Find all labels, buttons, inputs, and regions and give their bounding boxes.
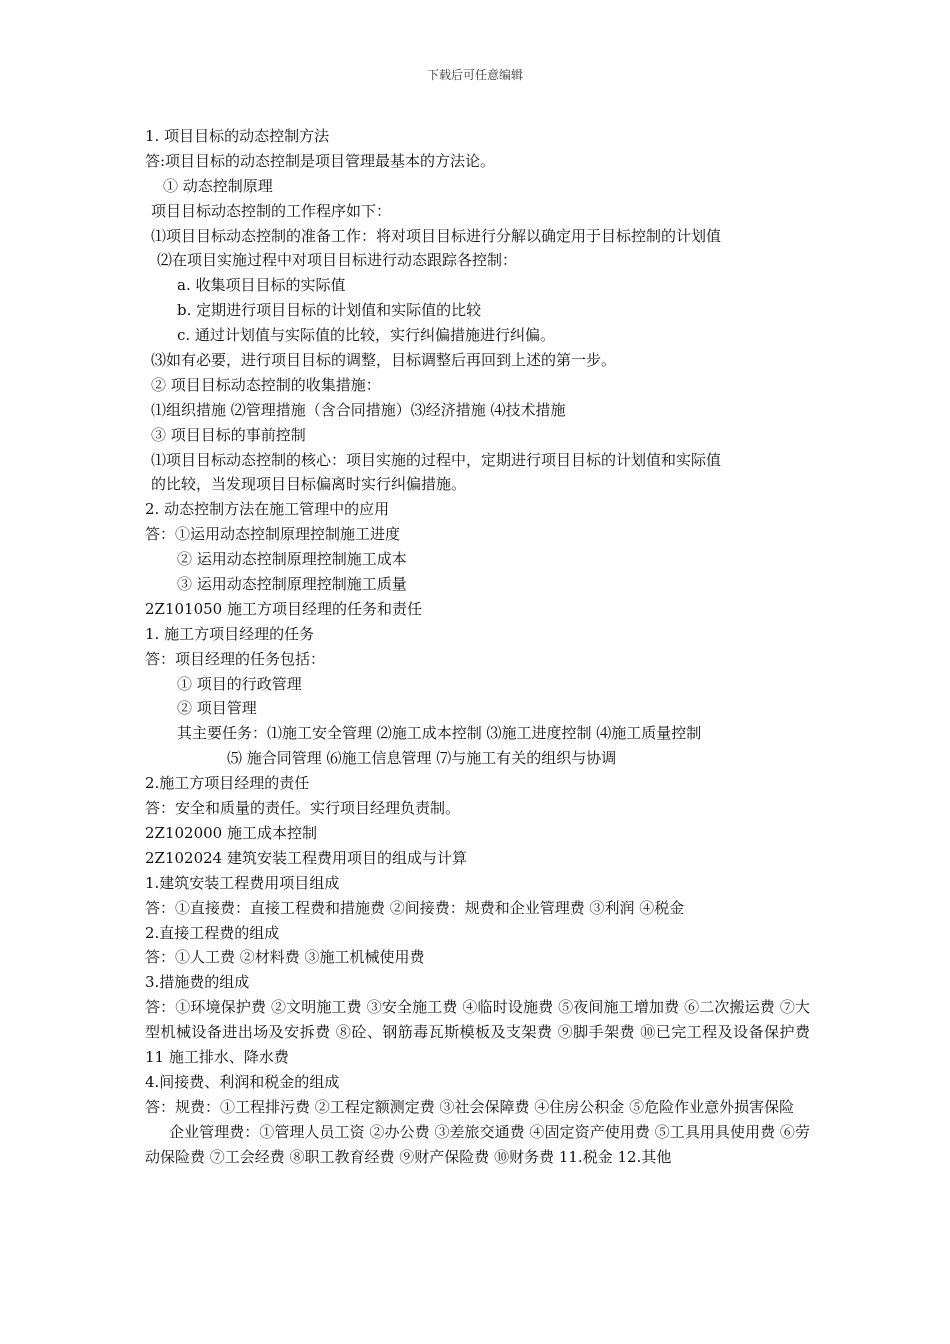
- list-item: c. 通过计划值与实际值的比较，实行纠偏措施进行纠偏。: [177, 326, 555, 345]
- heading-4: 4.间接费、利润和税金的组成: [145, 1072, 340, 1091]
- heading-1: 1.建筑安装工程费用项目组成: [145, 873, 340, 892]
- list-item: a. 收集项目目标的实际值: [177, 276, 346, 295]
- text-line: ⑴项目目标动态控制的核心：项目实施的过程中，定期进行项目目标的计划值和实际值: [151, 450, 722, 469]
- list-item: b. 定期进行项目目标的计划值和实际值的比较: [177, 301, 482, 320]
- answer-line: 答：①运用动态控制原理控制施工进度: [145, 525, 401, 544]
- page-header: 下载后可任意编辑: [426, 68, 523, 82]
- answer-paragraph: 答：规费：①工程排污费 ②工程定额测定费 ③社会保障费 ④住房公积金 ⑤危险作业意外损害保险: [145, 1097, 795, 1116]
- section-heading: 2Z102024 建筑安装工程费用项目的组成与计算: [145, 848, 467, 867]
- subheading: ① 动态控制原理: [163, 176, 273, 195]
- text-paragraph: 企业管理费：①管理人员工资 ②办公费 ③差旅交通费 ④固定资产使用费 ⑤工具用具使用费 ⑥劳动保险费 ⑦工会经费 ⑧职工教育经费 ⑨财产保险费 ⑩财务费 11.税金 12.其他: [145, 1122, 810, 1166]
- text-line: ⑵在项目实施过程中对项目目标进行动态跟踪各控制：: [157, 251, 518, 270]
- text-line: 的比较，当发现项目目标偏离时实行纠偏措施。: [151, 475, 467, 494]
- text-line: ⑸ 施合同管理 ⑹施工信息管理 ⑺与施工有关的组织与协调: [227, 749, 617, 768]
- heading-2: 2. 动态控制方法在施工管理中的应用: [145, 500, 390, 519]
- answer-line: 答：①直接费：直接工程费和措施费 ②间接费：规费和企业管理费 ③利润 ④税金: [145, 898, 685, 917]
- answer-line: 答：项目经理的任务包括：: [145, 649, 326, 668]
- text-line: 其主要任务：⑴施工安全管理 ⑵施工成本控制 ⑶施工进度控制 ⑷施工质量控制: [177, 724, 702, 743]
- section-heading: 2Z102000 施工成本控制: [145, 823, 317, 842]
- answer-line: 答:项目目标的动态控制是项目管理最基本的方法论。: [145, 151, 496, 170]
- answer-line: 答：①人工费 ②材料费 ③施工机械使用费: [145, 948, 425, 967]
- heading-2: 2.施工方项目经理的责任: [145, 774, 310, 793]
- text-line: ⑴项目目标动态控制的准备工作：将对项目目标进行分解以确定用于目标控制的计划值: [151, 226, 722, 245]
- list-item: ② 项目管理: [177, 699, 257, 718]
- text-line: 项目目标动态控制的工作程序如下：: [151, 201, 392, 220]
- list-item: ③ 运用动态控制原理控制施工质量: [177, 575, 407, 594]
- text-line: ⑴组织措施 ⑵管理措施（含合同措施）⑶经济措施 ⑷技术措施: [151, 400, 566, 419]
- subheading: ② 项目目标动态控制的收集措施：: [151, 375, 381, 394]
- heading-1: 1. 施工方项目经理的任务: [145, 624, 315, 643]
- answer-paragraph: 答：①环境保护费 ②文明施工费 ③安全施工费 ④临时设施费 ⑤夜间施工增加费 ⑥二次搬运费 ⑦大型机械设备进出场及安拆费 ⑧砼、钢筋毒瓦斯模板及支架费 ⑨脚手架费 ⑩已完工程及设备保护费 11 施工排水、降水费: [145, 998, 810, 1066]
- answer-line: 答：安全和质量的责任。实行项目经理负责制。: [145, 799, 461, 818]
- section-heading: 2Z101050 施工方项目经理的任务和责任: [145, 599, 422, 618]
- heading-3: 3.措施费的组成: [145, 973, 250, 992]
- heading-1: 1. 项目目标的动态控制方法: [145, 127, 330, 145]
- document-body: [145, 124, 810, 1170]
- list-item: ① 项目的行政管理: [177, 674, 302, 693]
- subheading: ③ 项目目标的事前控制: [151, 425, 306, 444]
- list-item: ② 运用动态控制原理控制施工成本: [177, 550, 407, 569]
- text-line: ⑶如有必要，进行项目目标的调整，目标调整后再回到上述的第一步。: [151, 351, 617, 370]
- heading-2: 2.直接工程费的组成: [145, 923, 280, 942]
